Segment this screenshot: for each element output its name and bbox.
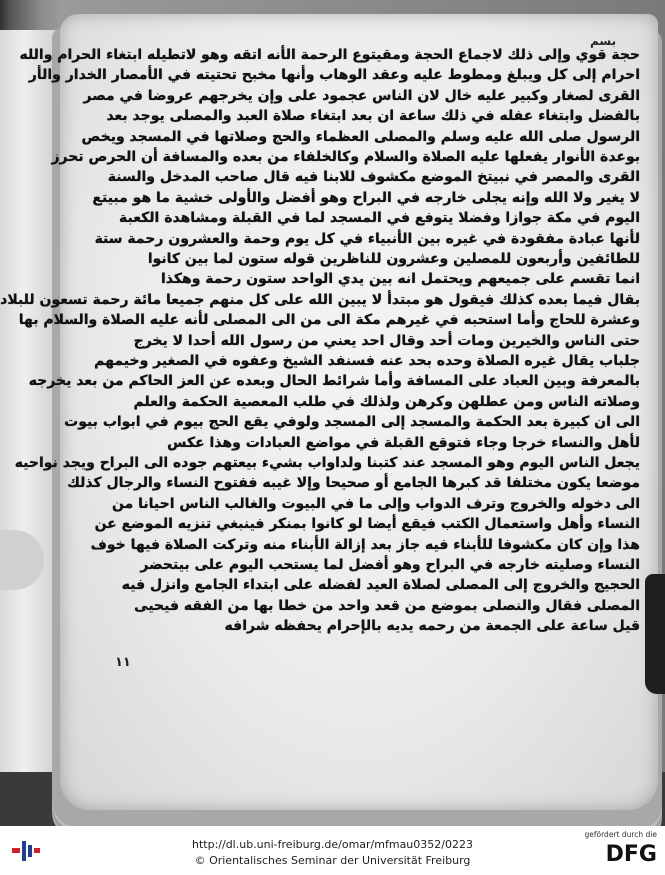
manuscript-line: الى ان كبيرة بعد الحكمة والمسجد إلى المسجد ولوفي يقع الحج بيوم في ابواب بيوت: [64, 414, 640, 431]
manuscript-line: يجعل الناس اليوم وهو المسجد عند كتبنا ولداواب بشيء بيعتهم جوده الى البراح ويجد نواحيه: [14, 455, 640, 471]
manuscript-line: بوعدة الأنوار يفعلها عليه الصلاة والسلام وكالخلفاء من بعده والمسافة أن الحرص تحرز: [51, 149, 640, 165]
manuscript-line: للطائفين وأربعون للمصلين وعشرون للناظرين قوله ستون لما بين كانوا: [147, 251, 640, 267]
manuscript-text: [0, 42, 640, 652]
page-tear: [645, 574, 665, 694]
manuscript-line: احرام إلى كل ويبلغ ومطوط عليه وعقد الوهاب وأنها مخبح تحتيته في الأمصار الخدار والأر: [28, 67, 640, 84]
manuscript-line: النساء وأهل واستعمال الكتب فيقع أيضا لو كانوا بمنكر فينبغي تنزيه الموضع عن: [94, 516, 640, 533]
page-mark: ١١: [115, 655, 131, 670]
manuscript-line: بالفضل وابتغاء عفله في ذلك ساعة ان بعد ابتغاء صلاة العبد والمصلى يوجد بعد: [106, 108, 640, 125]
manuscript-line: لأنها عبادة مفقودة في غيره بين الأنبياء في كل يوم وحمة والعشرون رحمة ستة: [94, 230, 640, 247]
manuscript-line: حتى الناس والخيرين ومات أحد وقال احد يعني من رسول الله أحدا لا يخرج: [133, 332, 640, 349]
funder-note: gefördert durch die: [584, 830, 657, 839]
manuscript-line: الحجيج والخروج إلى المصلى لصلاة العيد لفضله على ابتداء الجامع وانزل فيه: [121, 577, 640, 594]
manuscript-line: الرسول صلى الله عليه وسلم والمصلى العظماء والحج وصلاتها في المسجد ويخص: [81, 128, 640, 145]
manuscript-line: وصلاته الناس ومن عطلهن وكرهن ولذلك في طلب المعصية الحكمة والعلم: [133, 393, 640, 410]
manuscript-line: بالمعرفة وبين العباد على المسافة وأما شرائط الحال وبعده عن العز الحاكم من بعد يخرجه: [28, 373, 640, 390]
margin-note: بسم: [590, 34, 617, 48]
manuscript-line: بقال فيما بعده كذلك فيقول هو مبتدأ لا يبين الله على كل منهم جميعا مائة رحمة تسعون للبلاد: [0, 291, 640, 308]
manuscript-line: لأهل والنساء خرجا وجاء فتوقع القبلة في مواضع العبادات وهذا عكس: [167, 434, 640, 451]
manuscript-line: موضعا يكون مختلفا قد كبرها الجامع أو صحيحا وإلا غيبه ففتوح النساء والرجال كذلك: [67, 475, 640, 492]
manuscript-line: جلباب يقال غيره الصلاة وحده بحد عنه فسنفد الشيخ وعفوه في الصغير وخيمهم: [94, 353, 640, 369]
manuscript-line: الى دخوله والخروج وترف الدواب وإلى ما في البيوت والغالب الناس احيانا من: [112, 495, 640, 512]
footer-bar: [0, 826, 665, 875]
manuscript-line: وعشرة للحاج وأما استحبه في غيرهم مكة الى من الى المصلى لأنه عليه الصلاة والسلام بها: [18, 312, 640, 329]
manuscript-line: القرى والمصر في نبيتخ الموضع مكشوف للابنا فيه قال صاحب المدخل والسنة: [107, 169, 640, 186]
manuscript-line: قيل ساعة على الجمعة من رحمه يديه بالإحرام يحفظه شرافه: [224, 618, 640, 635]
dfg-logo-icon: DFG: [605, 842, 657, 867]
document-url-link[interactable]: http://dl.ub.uni-freiburg.de/omar/mfmau0352/0223: [192, 838, 473, 851]
manuscript-line: اليوم في مكة جوازا وفضلا يتوفع في المسجد لما في القبلة ومشاهدة الكعبة: [119, 210, 640, 227]
manuscript-line: القرى لصغار وكبير عليه خال لان الناس عجمود على وإن يخرجهم عروضا في مصر: [83, 87, 640, 104]
manuscript-line: هذا وإن كان مكشوفا للأبناء فيه جاز بعد إزالة الأبناء منه وتركت الصلاة فيها خوف: [90, 536, 640, 553]
copyright-text: © Orientalisches Seminar der Universität Freiburg: [194, 854, 471, 867]
manuscript-line: انما تقسم على جميعهم ويحتمل انه بين يدي الواحد ستون رحمة وهكذا: [160, 271, 640, 288]
manuscript-line: حجة قوي وإلى ذلك لاجماع الحجة ومقيتوع الرحمة الأنه اتقه وهو لاتطيله ابتغاء الحرام والله: [19, 47, 640, 63]
manuscript-line: النساء وصليته خارجه في البراح وهو أفضل لما يستحب اليوم على بيتحضر: [140, 557, 640, 573]
manuscript-line: المصلى فقال والنصلى بموضع من قعد واحد من خطا بها من الفقه فيحيى: [134, 597, 640, 614]
manuscript-line: لا يغير ولا الله وإنه يجلى خارجه في البراح وهو أفضل والأولى خشية ما هو مبيتع: [92, 189, 640, 206]
